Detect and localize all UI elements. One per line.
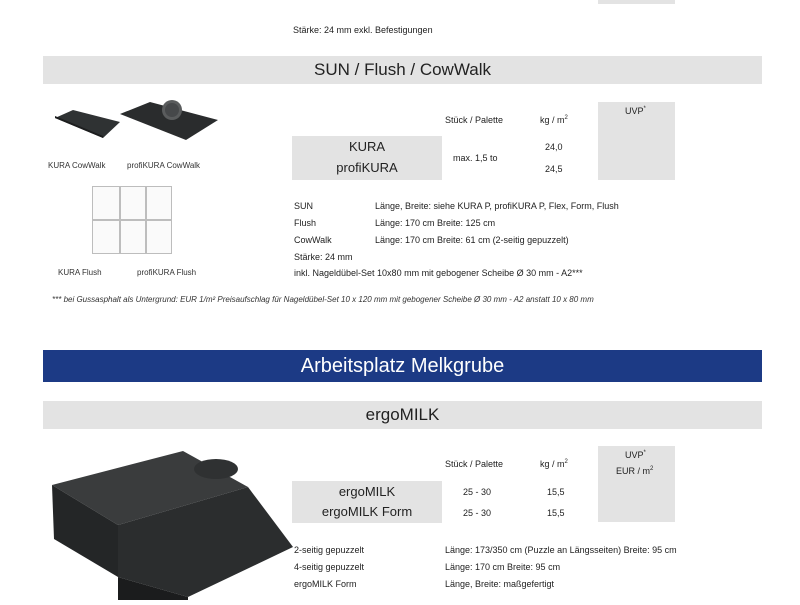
ergo-eur-sup: 2 — [650, 466, 654, 472]
sun-header-kg-sup: 2 — [564, 115, 568, 121]
ergo-product-1: ergoMILK — [338, 484, 396, 499]
kura-flush-image — [92, 186, 120, 254]
sun-spec-sun-value: Länge, Breite: siehe KURA P, profiKURA P, Flex, Form, Flush — [375, 201, 619, 211]
ergo-uvp-sup: * — [643, 450, 646, 456]
ergo-kg-1: 15,5 — [547, 487, 565, 497]
kura-cowwalk-image — [55, 110, 120, 138]
label-kura-flush: KURA Flush — [58, 268, 102, 277]
melkgrube-title-bar — [43, 350, 762, 382]
sun-product-kura: KURA — [348, 139, 386, 154]
ergo-stueck-2: 25 - 30 — [463, 508, 492, 518]
sun-header-kg — [540, 115, 568, 125]
label-profikura-flush: profiKURA Flush — [137, 268, 197, 277]
melkgrube-title: Arbeitsplatz Melkgrube — [300, 355, 505, 377]
ergo-products-box — [292, 481, 442, 523]
profikura-flush-image — [120, 186, 172, 254]
sun-section-title-bar — [43, 56, 762, 84]
ergo-uvp-label: UVP — [625, 450, 644, 460]
sun-stueck-value: max. 1,5 to — [453, 153, 498, 163]
sun-section-title: SUN / Flush / CowWalk — [314, 60, 491, 79]
sun-kg-value-1: 24,0 — [545, 142, 563, 152]
ergo-header-stueck: Stück / Palette — [445, 459, 504, 469]
profikura-cowwalk-image — [120, 100, 218, 142]
sun-uvp-label: UVP — [625, 106, 644, 116]
ergo-header-kg-text: kg / m — [540, 459, 565, 469]
sun-uvp-box — [598, 102, 675, 180]
ergo-header-kg-sup: 2 — [564, 459, 568, 465]
ergo-eur-label: EUR / m — [616, 466, 651, 476]
ergomilk-title: ergoMILK — [365, 405, 440, 424]
sun-spec-cowwalk-name: CowWalk — [294, 235, 332, 245]
sun-products-box — [292, 136, 442, 180]
sun-spec-cowwalk-value: Länge: 170 cm Breite: 61 cm (2-seitig gepuzzelt) — [375, 235, 569, 245]
ergo-uvp-box — [598, 446, 675, 522]
ergo-header-kg — [540, 459, 568, 469]
ergo-spec-3-name: ergoMILK Form — [294, 579, 357, 589]
sun-header-kg-text: kg / m — [540, 115, 565, 125]
sun-nagel-line: inkl. Nageldübel-Set 10x80 mm mit gebogener Scheibe Ø 30 mm - A2*** — [294, 268, 583, 278]
ergomilk-title-bar — [43, 401, 762, 429]
ergomilk-mat-image — [48, 447, 293, 600]
ergo-spec-2-value: Länge: 170 cm Breite: 95 cm — [445, 562, 561, 572]
sun-uvp-sup: * — [643, 106, 646, 112]
prev-uvp-box — [598, 0, 675, 4]
ergo-kg-2: 15,5 — [547, 508, 565, 518]
sun-spec-sun-name: SUN — [294, 201, 314, 211]
sun-spec-flush-value: Länge: 170 cm Breite: 125 cm — [375, 218, 496, 228]
ergo-spec-3-value: Länge, Breite: maßgefertigt — [445, 579, 555, 589]
label-profikura-cowwalk: profiKURA CowWalk — [127, 161, 201, 170]
sun-footnote: *** bei Gussasphalt als Untergrund: EUR 1/m² Preisaufschlag für Nageldübel-Set 10 x 120 mm mit gebogener Scheibe Ø 30 mm - A2 anstatt 10 x 80 mm — [52, 295, 594, 304]
ergo-product-2: ergoMILK Form — [321, 504, 413, 519]
sun-product-profikura: profiKURA — [336, 160, 398, 175]
ergo-spec-2-name: 4-seitig gepuzzelt — [294, 562, 365, 572]
sun-kg-value-2: 24,5 — [545, 164, 563, 174]
sun-spec-flush-name: Flush — [294, 218, 317, 228]
sun-header-stueck: Stück / Palette — [445, 115, 504, 125]
ergo-stueck-1: 25 - 30 — [463, 487, 492, 497]
label-kura-cowwalk: KURA CowWalk — [48, 161, 106, 170]
sun-staerke: Stärke: 24 mm — [294, 252, 353, 262]
ergo-spec-1-value: Länge: 173/350 cm (Puzzle an Längsseiten) Breite: 95 cm — [445, 545, 677, 555]
ergo-spec-1-name: 2-seitig gepuzzelt — [294, 545, 365, 555]
prev-staerke-line: Stärke: 24 mm exkl. Befestigungen — [293, 25, 433, 35]
